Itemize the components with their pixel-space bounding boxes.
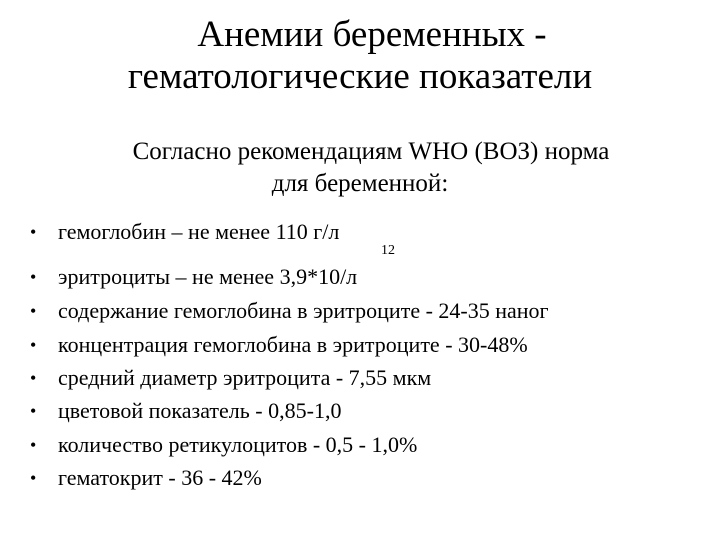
slide-subtitle-line-2: для беременной: xyxy=(271,170,449,197)
list-item-text: количество ретикулоцитов - 0,5 - 1,0% xyxy=(58,432,418,457)
bullet-icon: • xyxy=(30,401,37,421)
bullet-icon: • xyxy=(30,335,37,355)
superscript-exponent: 12 xyxy=(381,243,395,258)
slide-subtitle xyxy=(40,136,680,200)
list-item-text: гемоглобин – не менее 110 г/л xyxy=(58,219,340,244)
slide-title xyxy=(0,14,720,98)
bullet-icon: • xyxy=(30,267,37,287)
list-item-text: гематокрит - 36 - 42% xyxy=(58,465,262,490)
bullet-icon: • xyxy=(30,222,37,242)
list-item-text: цветовой показатель - 0,85-1,0 xyxy=(58,398,342,423)
list-item-text: концентрация гемоглобина в эритроците - 30-48% xyxy=(58,332,528,357)
bullet-icon: • xyxy=(30,368,37,388)
bullet-icon: • xyxy=(30,468,37,488)
list-item-text: содержание гемоглобина в эритроците - 24-35 наног xyxy=(58,298,549,323)
slide-subtitle-line-1: Согласно рекомендациям WHO (ВОЗ) норма xyxy=(132,138,610,165)
slide-title-line-2: гематологические показатели xyxy=(127,56,593,97)
slide-title-line-1: Анемии беременных - xyxy=(197,14,547,55)
list-item-text: эритроциты – не менее 3,9*10/л xyxy=(58,264,358,289)
bullet-icon: • xyxy=(30,301,37,321)
bullet-icon: • xyxy=(30,435,37,455)
list-item-text: средний диаметр эритроцита - 7,55 мкм xyxy=(58,365,432,390)
